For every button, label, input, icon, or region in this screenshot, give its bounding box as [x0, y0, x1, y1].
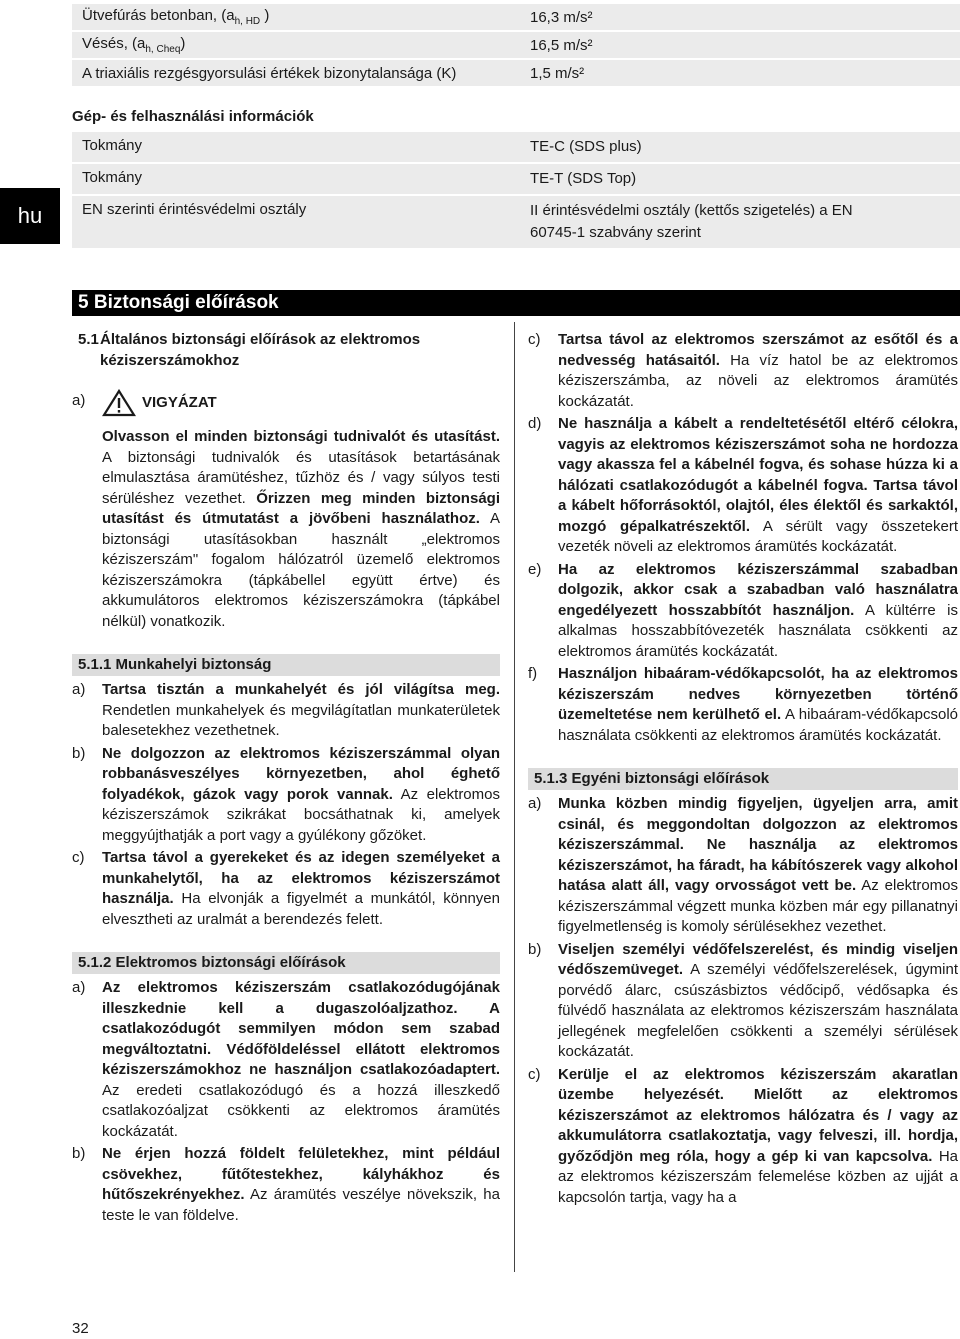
language-tab: hu: [0, 188, 60, 244]
vibration-value: 1,5 m/s²: [530, 64, 585, 82]
item-label: a): [72, 392, 86, 409]
info-value: TE-C (SDS plus): [530, 138, 642, 155]
list-item: c) Tartsa távol az elektromos szerszámot az esőtől és a nedvesség hatásaitól. Ha víz hatol be az elektromos kéziszerszámba, az növeli az elektromos áramütés kockázatát.: [528, 331, 958, 410]
warning-header: [102, 389, 500, 417]
section-5-1-1-heading: 5.1.1 Munkahelyi biztonság: [72, 654, 500, 676]
list-item: d) Ne használja a kábelt a rendeltetésétől eltérő célokra, vagyis az elektromos kéziszerszámot soha ne hordozza vagy akassza fel a kábelnél fogva, és sohase húzza ki a hálózati csatlakozódugót a kábelnél fogva. Tartsa távol a kábelt hőforrásoktól, olajtól, éles élektől és sarkaktól, mozgó gépalkatrészektől. A sérült vagy összetekert vezeték növeli az elektromos áramütés kockázatát.: [528, 415, 958, 555]
warning-triangle-icon: [102, 389, 136, 417]
vibration-row: [72, 60, 960, 88]
info-row: [72, 132, 960, 164]
list-item: e) Ha az elektromos kéziszerszámmal szabadban dolgozik, akkor csak a szabadban való használatra engedélyezett hosszabbítót használjon. A kültérre is alkalmas hosszabbítóvezeték használata csökkenti az elektromos áramütés kockázatát.: [528, 560, 958, 660]
list-item: c) Tartsa távol a gyerekeket és az idegen személyeket a munkahelytől, ha az elektromos kéziszerszámot használja. Ha elvonják a figyelmét a munkától, könnyen elvesztheti az uralmát a berendezés felett.: [72, 849, 500, 928]
section-5-1-2-heading: 5.1.2 Elektromos biztonsági előírások: [72, 952, 500, 974]
list-item: b) Ne érjen hozzá földelt felületekhez, mint például csövekhez, fűtőtestekhez, kályhákhoz és hűtőszekrényekhez. Az áramütés veszélye növekszik, ha teste le van földelve.: [72, 1145, 500, 1224]
list-item: a) Munka közben mindig figyeljen, ügyeljen arra, amit csinál, és meggondoltan dolgozzon az elektromos kéziszerszámmal. Ne használja az elektromos kéziszerszámot, ha fáradt, ha kábítószerek vagy alkohol hatása alatt áll, vagy orvosságot vett be. Az elektromos kéziszerszámmal végzett munka közben már egy pillanatnyi figyelmetlenség is komoly sérülésekhez vezethet.: [528, 795, 959, 935]
list-item: c) Kerülje el az elektromos kéziszerszám akaratlan üzembe helyezését. Mielőtt az elektromos kéziszerszámot az elektromos hálózatra és / vagy az akkumulátorra csatlakoztatja, vagy felveszi, ill. hordja, győződjön meg róla, hogy a gép ki van kapcsolva. Ha az elektromos kéziszerszám felemelése közben az ujját a kapcsolón tartja, vagy ha a: [528, 1065, 958, 1206]
chapter-title: 5 Biztonsági előírások: [72, 290, 960, 316]
list-item: f) Használjon hibaáram-védőkapcsolót, ha az elektromos kéziszerszám nedves környezetben történő üzemeltetése nem kerülhető el. A hibaáram-védőkapcsoló használata csökkenti az elektromos áramütés kockázatát.: [528, 665, 959, 744]
warning-text: Olvasson el minden biztonsági tudnivalót és utasítást. A biztonsági tudnivalók és utasítások betartásának elmulasztása áramütéshez, tűzhöz és / vagy súlyos testi sérüléshez vezethet. Őrizzen meg minden biztonsági utasítást és útmutatást a jövőbeni használathoz. A biztonsági utasításokban használt „elektromos kéziszerszám" fogalom hálózatról üzemelő elektromos kéziszerszámokra (tápkábellel együtt értve) és akkumulátoros elektromos kéziszerszámokra (tápkábel nélkül) vonatkozik.: [102, 428, 500, 630]
left-column: [72, 330, 500, 1228]
vibration-label: A triaxiális rezgésgyorsulási értékek bizonytalansága (K): [82, 64, 457, 82]
vibration-label: Vésés, $(a_{h, Cheq})$: [82, 35, 186, 55]
list-item: a) Tartsa tisztán a munkahelyét és jól világítsa meg. Rendetlen munkahelyek és megvilágítatlan munkaterületek balesetekhez vezethetnek.: [72, 681, 500, 739]
vibration-row: [72, 4, 960, 32]
info-label: EN szerinti érintésvédelmi osztály: [82, 201, 307, 218]
section-5-1-heading: 5.1Általános biztonsági előírások az elektromos kéziszerszámokhoz: [78, 331, 421, 369]
info-value: II érintésvédelmi osztály (kettős szigetelés) a EN 60745-1 szabvány szerint: [530, 202, 853, 241]
list-item: a) Az elektromos kéziszerszám csatlakozódugójának illeszkednie kell a dugaszolóaljzathoz. A csatlakozódugót semmilyen módon sem szabad megváltoztatni. Védőföldeléssel ellátott elektromos kéziszerszámokhoz ne használjon csatlakozóadaptert. Az eredeti csatlakozódugó és a hozzá illeszkedő csatlakozóaljzat csökkenti az elektromos áramütés kockázatát.: [72, 979, 500, 1140]
right-column: [528, 330, 958, 1210]
vibration-value: 16,5 m/s²: [530, 36, 593, 54]
info-value: TE-T (SDS Top): [530, 170, 637, 187]
list-item: b) Ne dolgozzon az elektromos kéziszerszámmal olyan robbanásveszélyes környezetben, ahol éghető folyadékok, gázok vagy porok vannak. Az elektromos kéziszerszámok szikrákat bocsáthatnak ki, amelyek meggyújthatják a port vagy a gyúlékony gőzöket.: [72, 744, 500, 844]
vibration-value: 16,3 m/s²: [530, 8, 593, 26]
warning-word: VIGYÁZAT: [142, 393, 217, 411]
machine-info-table: [72, 132, 960, 250]
list-item: b) Viseljen személyi védőfelszerelést, és mindig viseljen védőszemüveget. A személyi védőfelszerelések, úgymint porvédő álarc, csúszásbiztos védőcipő, védősapka és fülvédő használata az elektromos kéziszerszám használata jellegének megfelelően csökkenti a személyi sérülések kockázatát.: [528, 940, 958, 1060]
info-row: [72, 196, 960, 250]
info-label: Tokmány: [82, 169, 143, 186]
section-5-1-3-heading: 5.1.3 Egyéni biztonsági előírások: [528, 768, 958, 790]
vibration-row: [72, 32, 960, 60]
page-number: 32: [72, 1320, 89, 1337]
info-row: [72, 164, 960, 196]
vibration-label: Ütvefúrás betonban, ($a_{h, HD}$ ): [82, 7, 270, 27]
info-label: Tokmány: [82, 137, 143, 154]
machine-info-title: Gép- és felhasználási információk: [72, 108, 314, 125]
vibration-table: [72, 4, 960, 88]
column-divider: [514, 322, 515, 1272]
